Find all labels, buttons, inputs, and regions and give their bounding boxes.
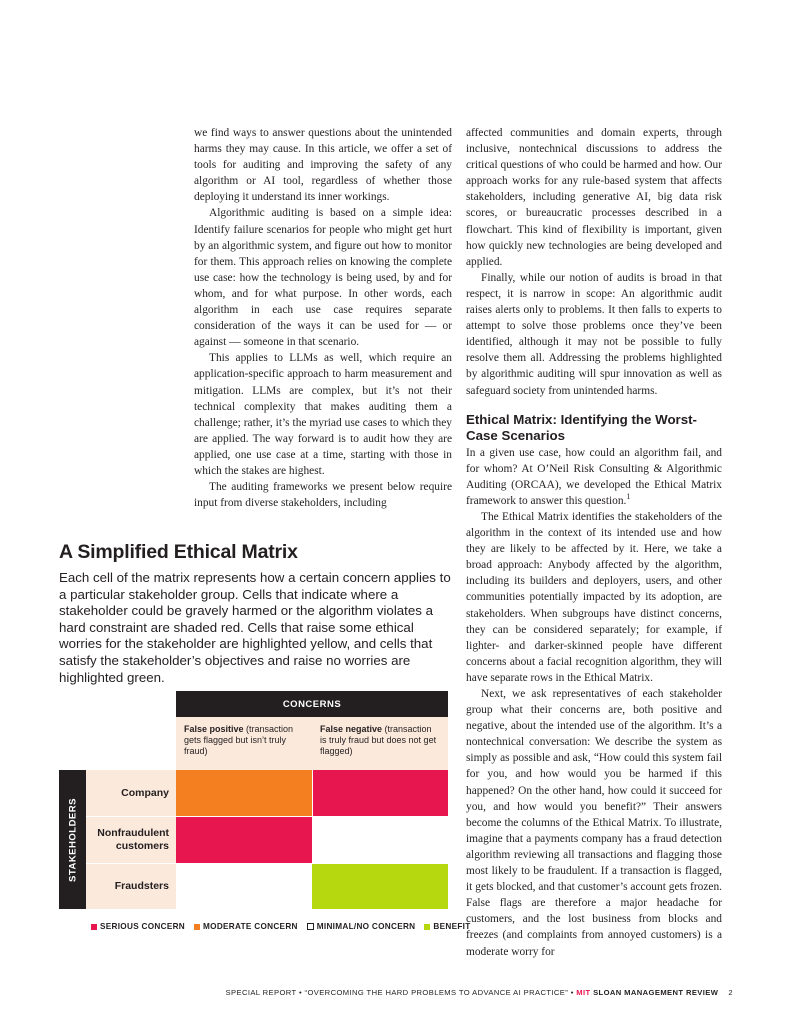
matrix-cell-nonfraudulent-false-negative xyxy=(312,816,448,863)
column-header-false-negative xyxy=(312,717,448,770)
legend-item-serious xyxy=(91,922,185,931)
column-header-title: False negative xyxy=(320,724,383,734)
body-column-right xyxy=(466,125,722,960)
page-footer xyxy=(226,988,733,997)
matrix-legend xyxy=(91,922,471,931)
column-header-detail: (transaction is truly fraud but does not get flagged) xyxy=(320,724,437,756)
stakeholders-label-text: STAKEHOLDERS xyxy=(67,797,78,882)
paragraph: we find ways to answer questions about the unintended harms they may cause. In this article, we offer a set of tools for auditing and improving the safety of any algorithm or AI tool, regardless of whether those deploying it understand its inner workings. xyxy=(194,127,452,204)
legend-item-benefit xyxy=(424,922,470,931)
paragraph: This applies to LLMs as well, which require an application-specific approach to harm measurement and mitigation. LLMs are complex, but it’s not their technical complexity that makes auditing them a challenge; rather, it’s the myriad use cases to which they are applied. The way forward is to audit how they are applied, one use case at a time, starting with those in which the stakes are highest. xyxy=(194,352,452,477)
legend-label: MODERATE CONCERN xyxy=(203,922,298,931)
footer-spacer xyxy=(721,988,726,997)
bullet-separator: • xyxy=(298,988,305,997)
matrix-cell-fraudsters-false-positive xyxy=(176,863,312,909)
paragraph: Next, we ask representatives of each stakeholder group what their concerns are, both positive and negative, about the intended use of the algorithm. It’s a nontechnical conversation: We describe the system as simply as possible and ask, “How could this system fail for you, and how would you be harmed if this happened? On the other hand, how could it succeed for you, and how would you benefit?” Their answers become the columns of the Ethical Matrix. To illustrate, imagine that a payments company has a fraud detection algorithm reviewing all transactions and flagging those most likely to be fraudulent. If a transaction is flagged, it gets blocked, and that customer’s account gets frozen. False flags are therefore a major headache for customers, and the lost business from blocks and freezes (and complaints from annoyed customers) is a moderate worry for xyxy=(466,688,722,958)
legend-swatch-minimal xyxy=(307,923,314,930)
footer-report-title: “OVERCOMING THE HARD PROBLEMS TO ADVANCE AI PRACTICE” xyxy=(304,988,569,997)
paragraph-text: In a given use case, how could an algorithm fail, and for whom? At O’Neil Risk Consulting & Algorithmic Auditing (ORCAA), we developed the Ethical Matrix framework to answer this question. xyxy=(466,446,722,507)
paragraph: affected communities and domain experts, through inclusive, nontechnical discussions to address the critical questions of who could be harmed and how. Our approach works for any rule-based system that affects stakeholders, including generative AI, big data risk scores, or bureaucratic processes described in a flowchart. This kind of flexibility is important, given how quickly new technologies are being developed and applied. xyxy=(466,127,722,268)
legend-label: MINIMAL/NO CONCERN xyxy=(316,922,416,931)
page-number: 2 xyxy=(728,988,733,997)
column-header-detail: (transaction gets flagged but isn’t truly fraud) xyxy=(184,724,294,756)
row-header-nonfraudulent-customers: Nonfraudulent customers xyxy=(86,816,176,863)
row-header-fraudsters: Fraudsters xyxy=(86,863,176,909)
footer-report-label: SPECIAL REPORT xyxy=(225,988,297,997)
concerns-header: CONCERNS xyxy=(176,691,448,717)
legend-swatch-benefit xyxy=(424,924,430,930)
legend-item-minimal xyxy=(307,922,416,931)
legend-swatch-serious xyxy=(91,924,97,930)
paragraph: The Ethical Matrix identifies the stakeholders of the algorithm in the context of its intended use and how they are likely to be affected by it. Here, we take a broad approach: Anybody affected by the algorithm, including its builders and deployers, users, and other communities potentially impacted by its adoption, are stakeholders. When subgroups have distinct concerns, they can be considered separately; for example, if lighter- and darker-skinned people have different concerns about a facial recognition algorithm, they will have separate rows in the Ethical Matrix. xyxy=(466,510,722,684)
column-header-false-positive xyxy=(176,717,312,770)
footnote-reference[interactable]: 1 xyxy=(626,492,631,502)
matrix-cell-company-false-negative xyxy=(312,770,448,816)
matrix-cell-nonfraudulent-false-positive xyxy=(176,816,312,863)
legend-item-moderate xyxy=(194,922,298,931)
paragraph xyxy=(466,445,722,509)
sidebar-description: Each cell of the matrix represents how a certain concern applies to a particular stakeholder group. Cells that indicate where a stakeholder could be gravely harmed or the algorithm violates a hard constraint are shaded red. Cells that raise some ethical worries for the stakeholder are highlighted yellow, and cells that satisfy the stakeholder’s objectives and raise no worries are highlighted green. xyxy=(59,570,451,685)
footer-publication-name: SLOAN MANAGEMENT REVIEW xyxy=(593,988,719,997)
stakeholders-label xyxy=(59,770,86,909)
ethical-matrix xyxy=(59,691,448,909)
body-column-left xyxy=(194,125,452,511)
sidebar-title: A Simplified Ethical Matrix xyxy=(59,541,298,563)
section-heading: Ethical Matrix: Identifying the Worst-Case Scenarios xyxy=(466,411,697,443)
bullet-separator: • xyxy=(570,988,577,997)
matrix-cell-fraudsters-false-negative xyxy=(312,863,448,909)
legend-swatch-moderate xyxy=(194,924,200,930)
legend-label: BENEFIT xyxy=(433,922,471,931)
footer-mit-logo-text: MIT xyxy=(576,988,591,997)
row-header-company: Company xyxy=(86,770,176,816)
paragraph: The auditing frameworks we present below require input from diverse stakeholders, including xyxy=(194,481,452,510)
column-header-title: False positive xyxy=(184,724,244,734)
matrix-cell-company-false-positive xyxy=(176,770,312,816)
paragraph: Finally, while our notion of audits is broad in that respect, it is narrow in scope: An algorithmic audit raises alerts only to problems. It then falls to experts to attempt to solve those problems once they’ve been identified, although it may not be possible to fully resolve them all. Addressing the problems highlighted by algorithmic auditing will spur innovation as well as safeguard society from unintended harms. xyxy=(466,271,722,397)
legend-label: SERIOUS CONCERN xyxy=(100,922,186,931)
paragraph: Algorithmic auditing is based on a simple idea: Identify failure scenarios for people who might get hurt by an algorithmic system, and figure out how to monitor for them. This approach relies on knowing the complete use case: how the technology is being used, by and for whom, and for what purpose. In other words, each algorithm in each use case requires separate consideration of the ways it can be used for — or against — someone in that scenario. xyxy=(194,207,452,349)
